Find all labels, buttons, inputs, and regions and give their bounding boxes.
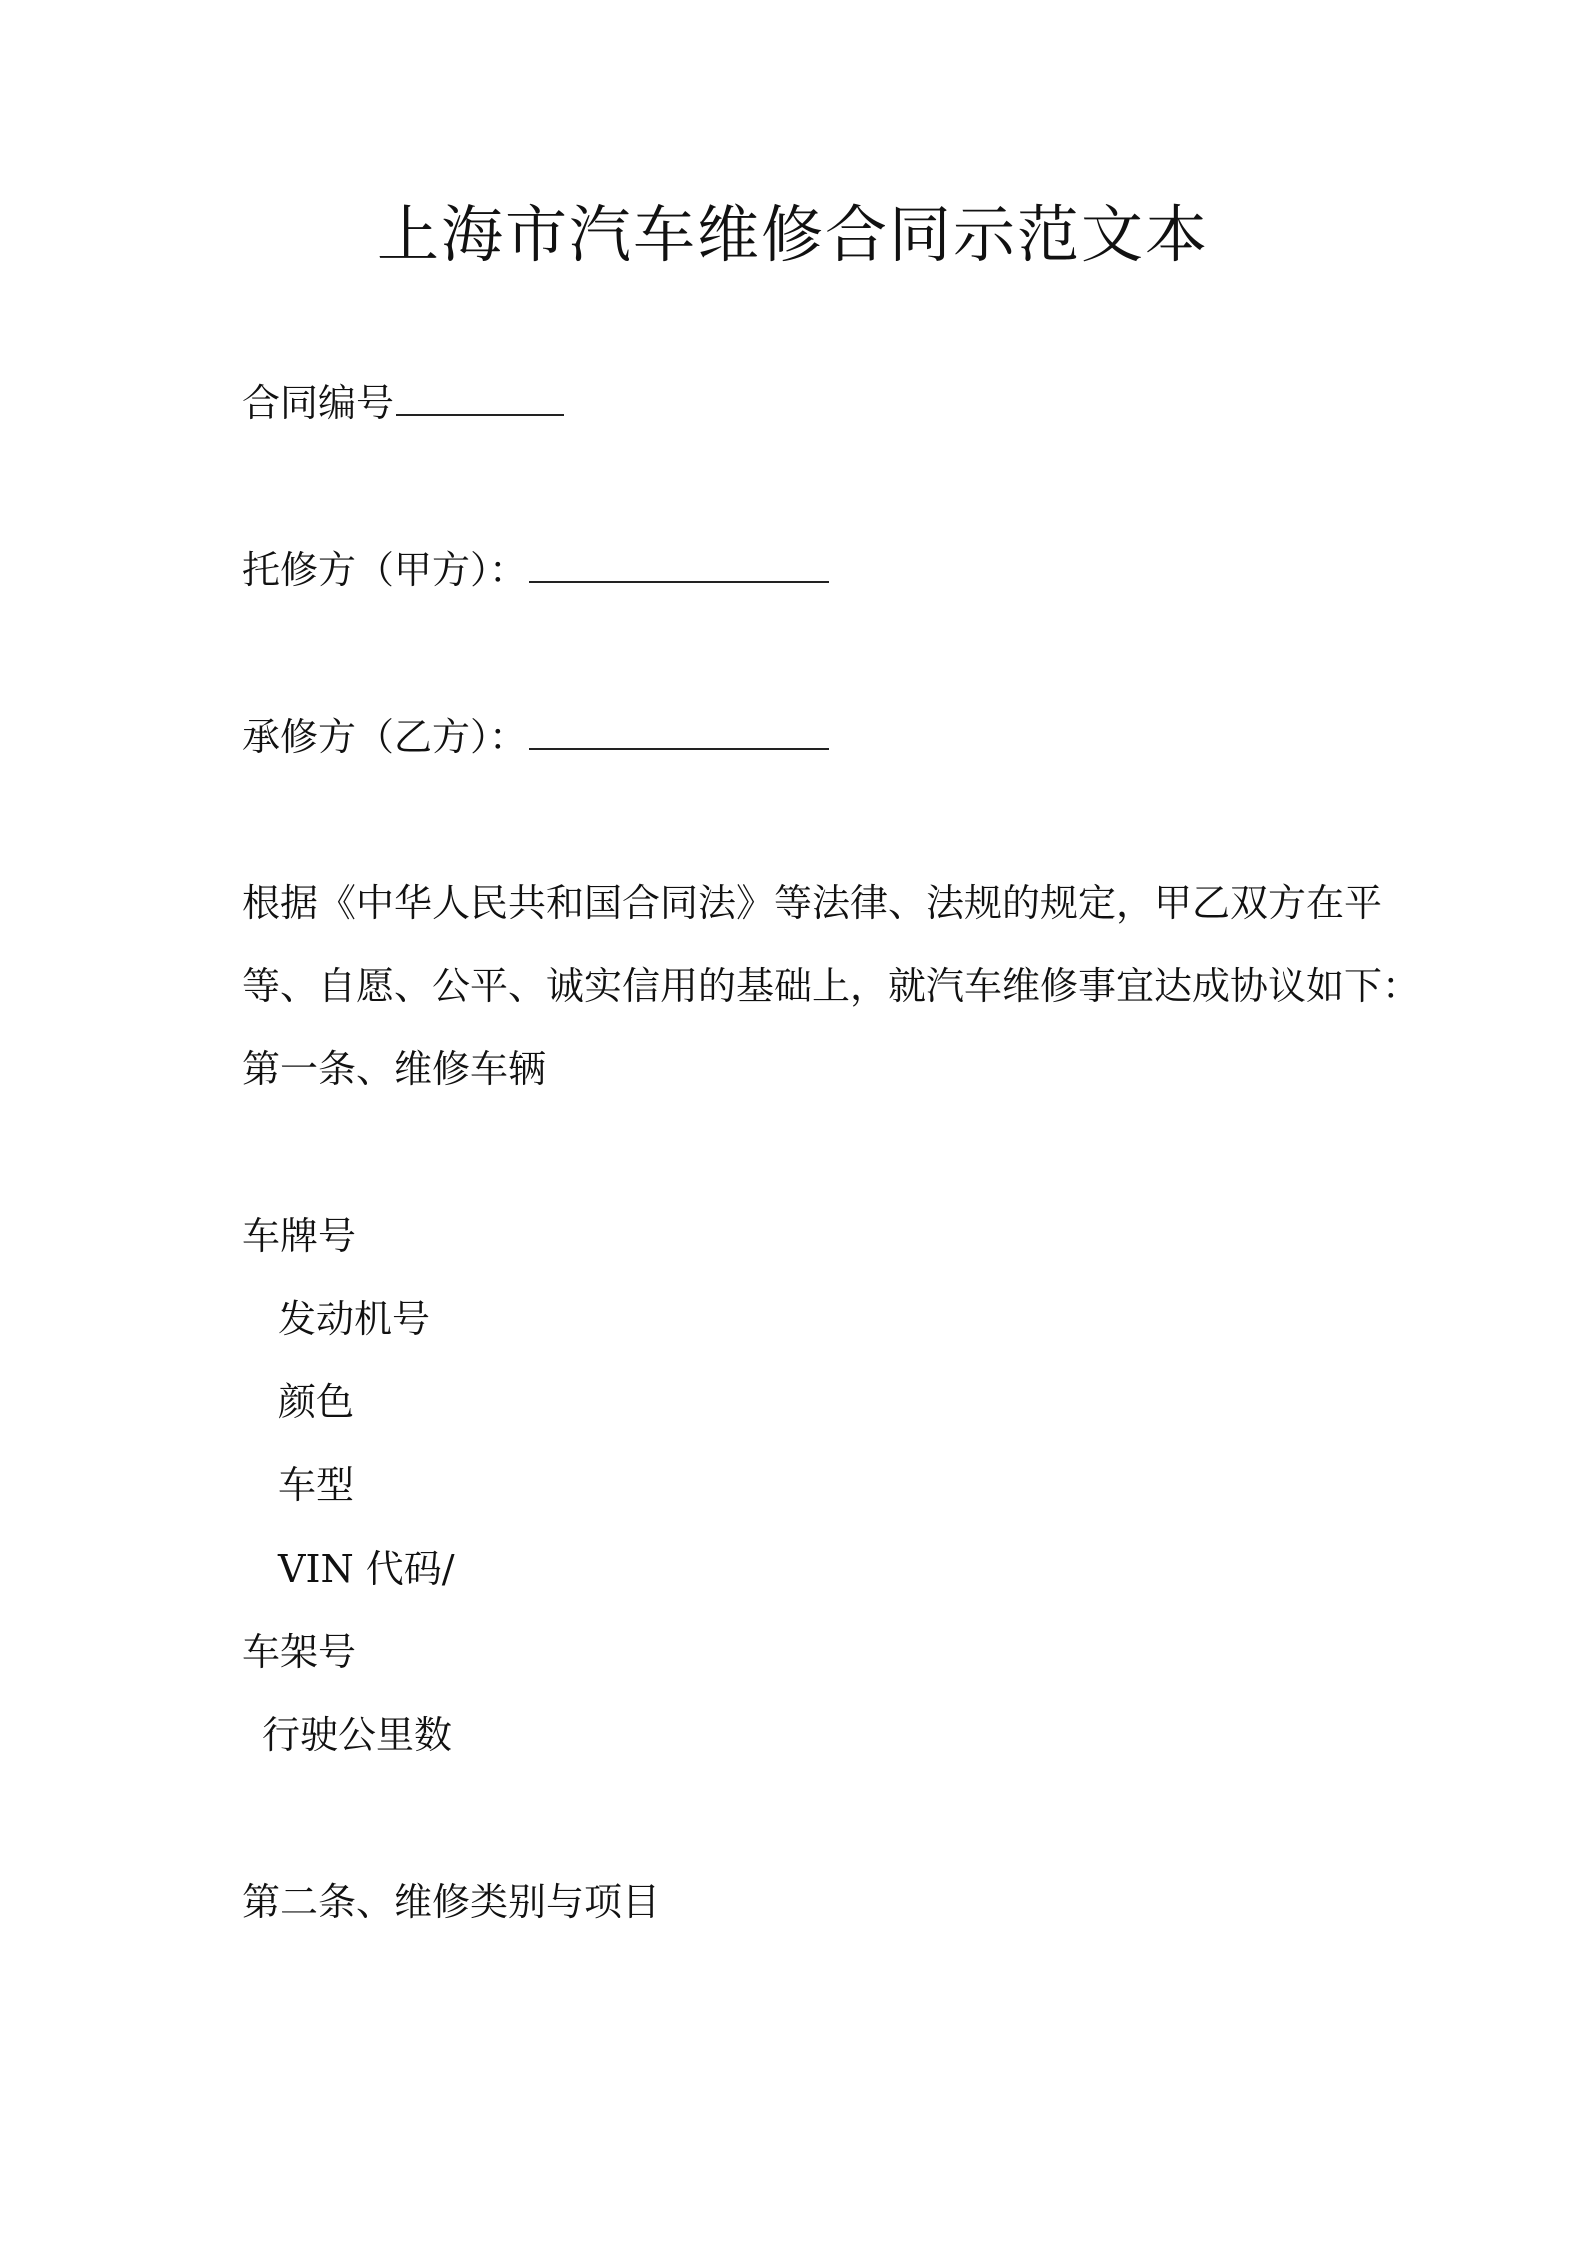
party-b-line xyxy=(242,711,829,763)
field-plate-number: 车牌号 xyxy=(242,1214,357,1258)
contract-number-label: 合同编号 xyxy=(242,381,395,425)
party-a-blank xyxy=(529,545,829,583)
preamble-line-2: 等、自愿、公平、诚实信用的基础上，就汽车维修事宜达成协议如下： xyxy=(242,964,1421,1008)
field-mileage: 行驶公里数 xyxy=(262,1713,453,1757)
contract-number-blank xyxy=(396,378,564,416)
document-title: 上海市汽车维修合同示范文本 xyxy=(376,198,1209,271)
party-a-label: 托修方（甲方）： xyxy=(242,548,528,592)
contract-number-line xyxy=(242,377,564,429)
field-vin-code: VIN 代码/ xyxy=(278,1547,455,1591)
field-model: 车型 xyxy=(278,1463,355,1507)
field-frame-number: 车架号 xyxy=(242,1630,357,1674)
article-1-heading: 第一条、维修车辆 xyxy=(242,1047,547,1091)
field-color: 颜色 xyxy=(278,1380,355,1424)
field-engine-number: 发动机号 xyxy=(278,1297,431,1341)
party-a-line xyxy=(242,544,829,596)
article-2-heading: 第二条、维修类别与项目 xyxy=(242,1880,661,1924)
party-b-label: 承修方（乙方）： xyxy=(242,715,528,759)
preamble-line-1: 根据《中华人民共和国合同法》等法律、法规的规定，甲乙双方在平 xyxy=(242,881,1383,925)
party-b-blank xyxy=(529,712,829,750)
